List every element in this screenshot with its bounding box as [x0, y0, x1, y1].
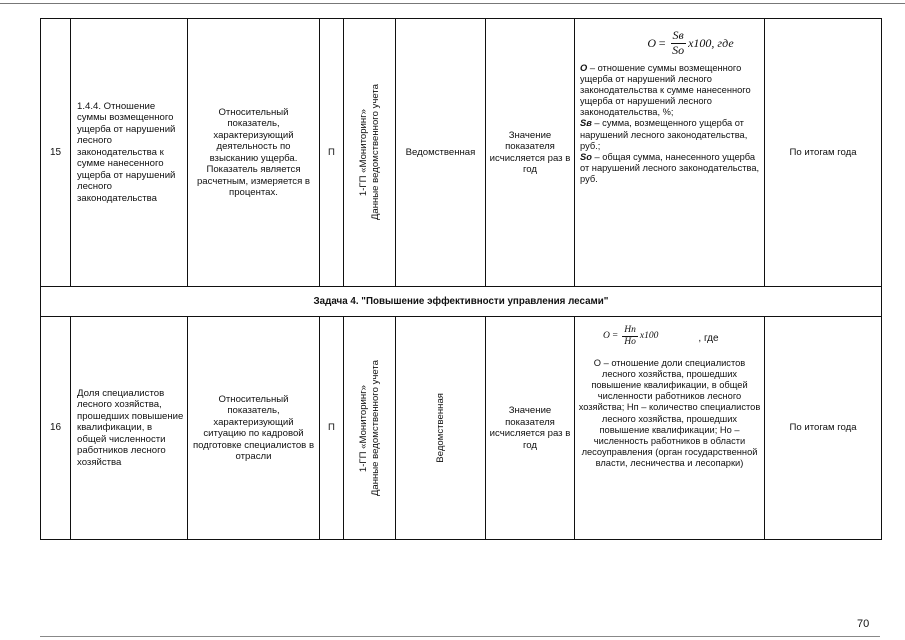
formula-explanations — [580, 63, 761, 186]
formula-denominator: So — [672, 42, 685, 57]
formula-cell — [575, 19, 765, 287]
formula-lhs: O — [603, 330, 610, 341]
formula — [603, 325, 761, 348]
data-source-line2: Данные ведомственного учета — [369, 359, 381, 497]
table-row — [41, 19, 882, 287]
formula-tail: , где — [698, 333, 719, 345]
top-rule — [0, 3, 905, 4]
explanation-item — [580, 63, 761, 119]
indicator-name: Доля специалистов лесного хозяйства, прошедших повышение квалификации, в общей численности работников лесного хозяйства — [71, 317, 188, 540]
formula-lhs: O — [647, 36, 656, 51]
formula-numerator: Sв — [672, 28, 684, 42]
row-number: 16 — [41, 317, 71, 540]
data-source-cell — [344, 317, 396, 540]
formula-fraction — [622, 325, 638, 348]
data-source-cell — [344, 19, 396, 287]
explanation-item — [580, 152, 761, 185]
task-header: Задача 4. "Повышение эффективности управления лесами" — [41, 287, 882, 317]
formula-explanations: О – отношение доли специалистов лесного хозяйства, прошедших повышение квалификации, в общей численности работников лесного хозяйства; Нп – количество специалистов лесного хозяйства, прошедших повышение квалификации; Но – численность работников в области лесоуправления (орган государственной власти, лесничества и лесопарки) — [578, 357, 761, 469]
explanation-symbol: О — [580, 62, 588, 73]
explanation-text: – сумма, возмещенного ущерба от нарушений лесного законодательства, руб.; — [580, 118, 748, 151]
indicator-definition: Относительный показатель, характеризующий ситуацию по кадровой подготовке специалистов в отрасли — [188, 317, 320, 540]
page-number: 70 — [857, 618, 870, 630]
data-source-line1: 1-ГП «Мониторинг» — [357, 108, 369, 197]
bottom-rule — [40, 636, 880, 637]
explanation-text: – общая сумма, нанесенного ущерба от нарушений лесного законодательства, руб. — [580, 151, 760, 185]
formula-cell — [575, 317, 765, 540]
formula-denominator: Hо — [624, 336, 636, 347]
formula-suffix: x100, где — [688, 36, 734, 51]
reporting-period: По итогам года — [765, 19, 882, 287]
indicator-definition: Относительный показатель, характеризующий деятельность по взысканию ущерба. Показатель является расчетным, измеряется в процентах. — [188, 19, 320, 287]
responsibility: Ведомственная — [434, 393, 446, 463]
indicator-name: 1.4.4. Отношение суммы возмещенного ущерба от нарушений лесного законодательства к сумме нанесенного ущерба от нарушений лесного законодательства — [71, 19, 188, 287]
responsibility-cell — [396, 317, 486, 540]
data-source-line2: Данные ведомственного учета — [369, 84, 381, 221]
explanation-item — [580, 118, 761, 151]
indicator-type: П — [320, 317, 344, 540]
indicator-type: П — [320, 19, 344, 287]
calc-method: Значение показателя исчисляется раз в год — [486, 19, 575, 287]
formula-eq: = — [658, 36, 667, 51]
explanation-symbol: Sо — [580, 151, 592, 162]
reporting-period: По итогам года — [765, 317, 882, 540]
indicators-table — [40, 18, 882, 540]
explanation-symbol: Sв — [580, 118, 592, 129]
responsibility: Ведомственная — [396, 19, 486, 287]
data-source — [358, 360, 382, 496]
formula-suffix: x100 — [639, 330, 659, 341]
formula-fraction — [670, 29, 686, 58]
formula-numerator: Hп — [624, 325, 636, 335]
row-number: 15 — [41, 19, 71, 287]
formula-eq: = — [611, 330, 619, 341]
task-header-row — [41, 287, 882, 317]
table-row — [41, 317, 882, 540]
data-source — [358, 84, 382, 220]
formula — [620, 29, 761, 58]
calc-method: Значение показателя исчисляется раз в год — [486, 317, 575, 540]
explanation-text: – отношение суммы возмещенного ущерба от нарушений лесного законодательства к сумме нанесенного ущерба от нарушений лесного законодательства, %; — [580, 62, 751, 118]
data-source-line1: 1-ГП «Мониторинг» — [357, 384, 369, 472]
